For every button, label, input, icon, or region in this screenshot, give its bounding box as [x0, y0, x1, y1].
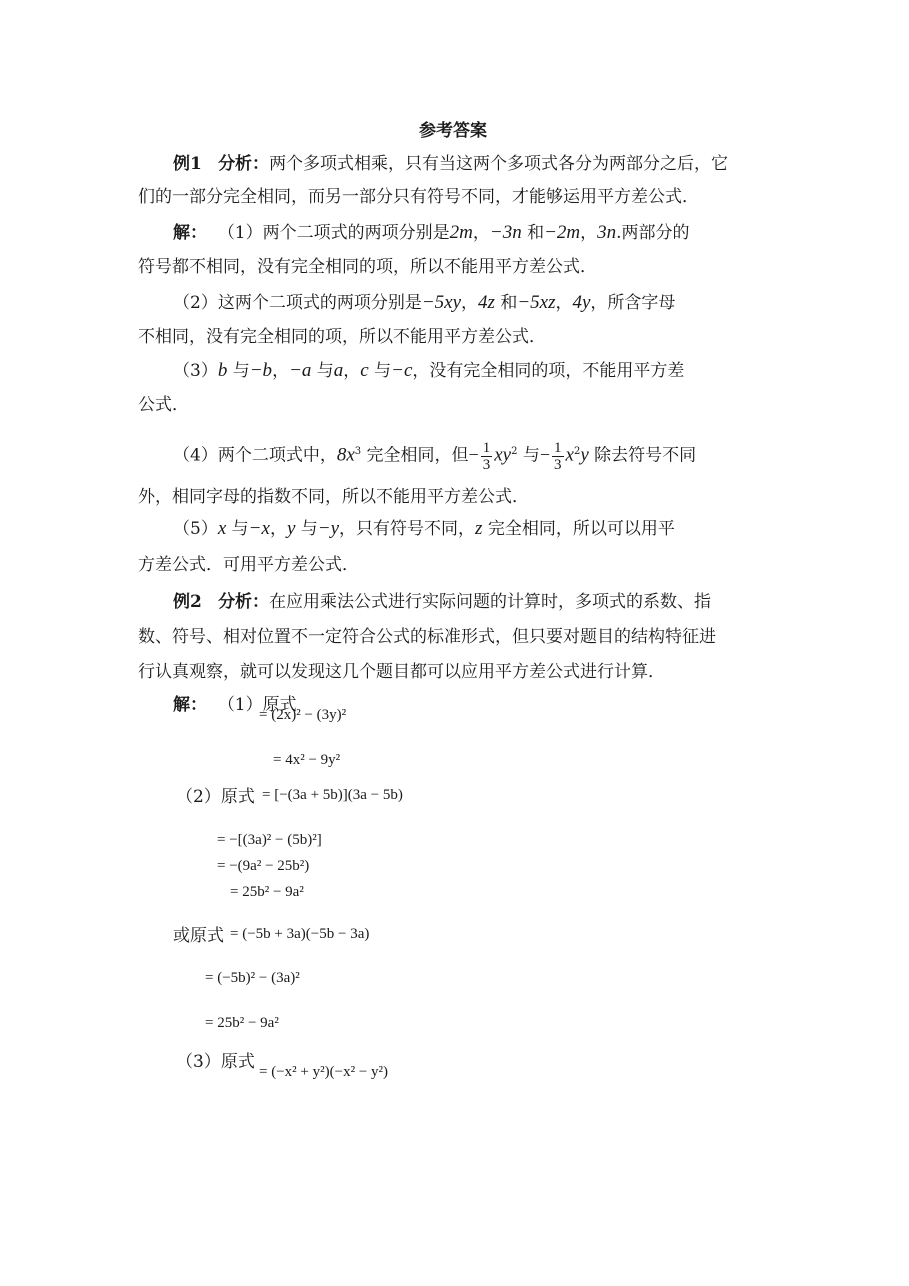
example1-solution-2-line1 — [173, 292, 675, 314]
paragraph-text: 与 — [295, 519, 318, 539]
punctuation: ， — [461, 293, 479, 313]
page-title: 参考答案 — [419, 121, 487, 141]
math-term: y — [286, 518, 296, 539]
paragraph-text: 与 — [368, 361, 392, 381]
fraction-numerator: 1 — [482, 439, 491, 456]
paragraph-text: ，没有完全相同的项，不能用平方差 — [412, 361, 685, 381]
math-term: c — [360, 360, 369, 381]
paragraph-text: （3） — [173, 361, 218, 381]
math-term: −y — [317, 518, 340, 539]
math-term: −x — [248, 518, 270, 539]
math-term: a — [333, 360, 344, 381]
math-term: 3n — [597, 222, 617, 243]
paragraph-text: （5） — [173, 519, 218, 539]
math-term: x — [565, 444, 574, 466]
math-term: 4z — [478, 292, 495, 313]
paragraph-text: （1）原式 — [217, 695, 297, 715]
equation-line: = (−5b)² − (3a)² — [205, 970, 300, 986]
math-term: −b — [249, 360, 273, 381]
example2-analysis-line3: 行认真观察，就可以发现这几个题目都可以应用平方差公式进行计算． — [138, 662, 665, 682]
example1-analysis-line2: 们的一部分完全相同，而另一部分只有符号不同，才能够运用平方差公式． — [138, 187, 699, 207]
math-term: −2m — [544, 222, 581, 243]
math-term: 2m — [449, 222, 473, 243]
paragraph-text: 完全相同，所以可以用平 — [482, 519, 675, 539]
punctuation: ， — [580, 223, 598, 243]
paragraph-text: .两部分的 — [616, 223, 690, 243]
example1-solution-3-line2: 公式． — [138, 395, 189, 415]
equation-line: = −(9a² − 25b²) — [217, 858, 310, 874]
math-term: −5xy — [421, 292, 462, 313]
math-term: −5xz — [517, 292, 556, 313]
math-term: −c — [391, 360, 413, 381]
example2-solution-3-label: （3）原式 — [176, 1052, 255, 1072]
math-term: −3n — [489, 222, 522, 243]
equation-line: = 25b² − 9a² — [230, 884, 304, 900]
paragraph-text: （2）这两个二项式的两项分别是 — [173, 293, 422, 313]
paragraph-text: 两个多项式相乘，只有当这两个多项式各分为两部分之后，它 — [269, 154, 729, 174]
solution-label: 解： — [173, 695, 207, 715]
example2-analysis-line1 — [173, 591, 711, 613]
paragraph-text: 与 — [311, 361, 334, 381]
example1-solution-5-line1 — [173, 518, 675, 540]
math-term: 8x — [336, 444, 355, 466]
fraction-denominator: 3 — [554, 456, 562, 473]
example1-solution-4-line2: 外，相同字母的指数不同，所以不能用平方差公式． — [138, 487, 529, 507]
punctuation: ， — [472, 223, 490, 243]
punctuation: ， — [343, 361, 361, 381]
paragraph-text: 除去符号不同 — [588, 445, 697, 466]
equation-line: = −[(3a)² − (5b)²] — [217, 832, 322, 848]
math-term: b — [217, 360, 228, 381]
fraction — [552, 440, 564, 473]
example2-alt-label: 或原式 — [173, 926, 224, 946]
punctuation: ， — [555, 293, 573, 313]
equation-line: = (−x² + y²)(−x² − y²) — [259, 1064, 389, 1080]
paragraph-text: 与 — [227, 361, 250, 381]
math-sign: − — [539, 444, 551, 465]
paragraph-text: ，只有符号不同， — [339, 519, 476, 539]
exponent: 3 — [354, 446, 362, 457]
equation-line: = (2x)² − (3y)² — [259, 707, 347, 723]
paragraph-text: ，所含字母 — [590, 293, 676, 313]
paragraph-text: 与 — [517, 445, 540, 466]
example1-solution-1-line1 — [173, 222, 690, 244]
math-term: −a — [289, 360, 312, 381]
example1-solution-2-line2: 不相同，没有完全相同的项，所以不能用平方差公式． — [138, 327, 546, 347]
fraction — [481, 440, 493, 473]
example2-analysis-line2: 数、符号、相对位置不一定符合公式的标准形式，但只要对题目的结构特征进 — [138, 627, 716, 647]
example1-solution-3-line1 — [173, 360, 684, 382]
example1-solution-4-line1 — [173, 432, 696, 476]
example1-solution-1-line2: 符号都不相同，没有完全相同的项，所以不能用平方差公式． — [138, 257, 597, 277]
exponent: 2 — [573, 446, 581, 457]
example2-solution-2-label: （2）原式 — [176, 787, 255, 807]
paragraph-text: 和 — [521, 223, 545, 243]
paragraph-text: （4）两个二项式中， — [173, 445, 337, 466]
example2-label: 例2 — [173, 592, 202, 612]
paragraph-text: 和 — [494, 293, 518, 313]
fraction-numerator: 1 — [554, 439, 562, 456]
math-term: 4y — [572, 292, 591, 313]
exponent: 2 — [511, 446, 518, 457]
paragraph-text: 在应用乘法公式进行实际问题的计算时，多项式的系数、指 — [269, 592, 712, 612]
punctuation: ， — [272, 361, 290, 381]
example1-analysis-line1 — [173, 153, 728, 175]
equation-line: = 4x² − 9y² — [273, 752, 341, 768]
paragraph-text: （1）两个二项式的两项分别是 — [217, 223, 450, 243]
example1-solution-5-line2: 方差公式．可用平方差公式． — [138, 555, 359, 575]
solution-label: 解： — [173, 223, 207, 243]
equation-line: = (−5b + 3a)(−5b − 3a) — [230, 926, 370, 942]
equation-line: = 25b² − 9a² — [205, 1015, 279, 1031]
paragraph-text: 完全相同，但 — [361, 445, 469, 466]
analysis-label: 分析： — [218, 154, 270, 174]
paragraph-text: 与 — [226, 519, 249, 539]
analysis-label: 分析： — [218, 592, 270, 612]
math-term: y — [580, 444, 589, 466]
equation-line: = [−(3a + 5b)](3a − 5b) — [262, 787, 403, 803]
example1-label: 例1 — [173, 154, 202, 174]
math-term: xy — [494, 444, 512, 466]
math-sign: − — [468, 444, 479, 465]
fraction-denominator: 3 — [482, 456, 491, 473]
math-term: x — [217, 518, 227, 539]
punctuation: ， — [269, 519, 287, 539]
math-term: z — [475, 518, 483, 539]
